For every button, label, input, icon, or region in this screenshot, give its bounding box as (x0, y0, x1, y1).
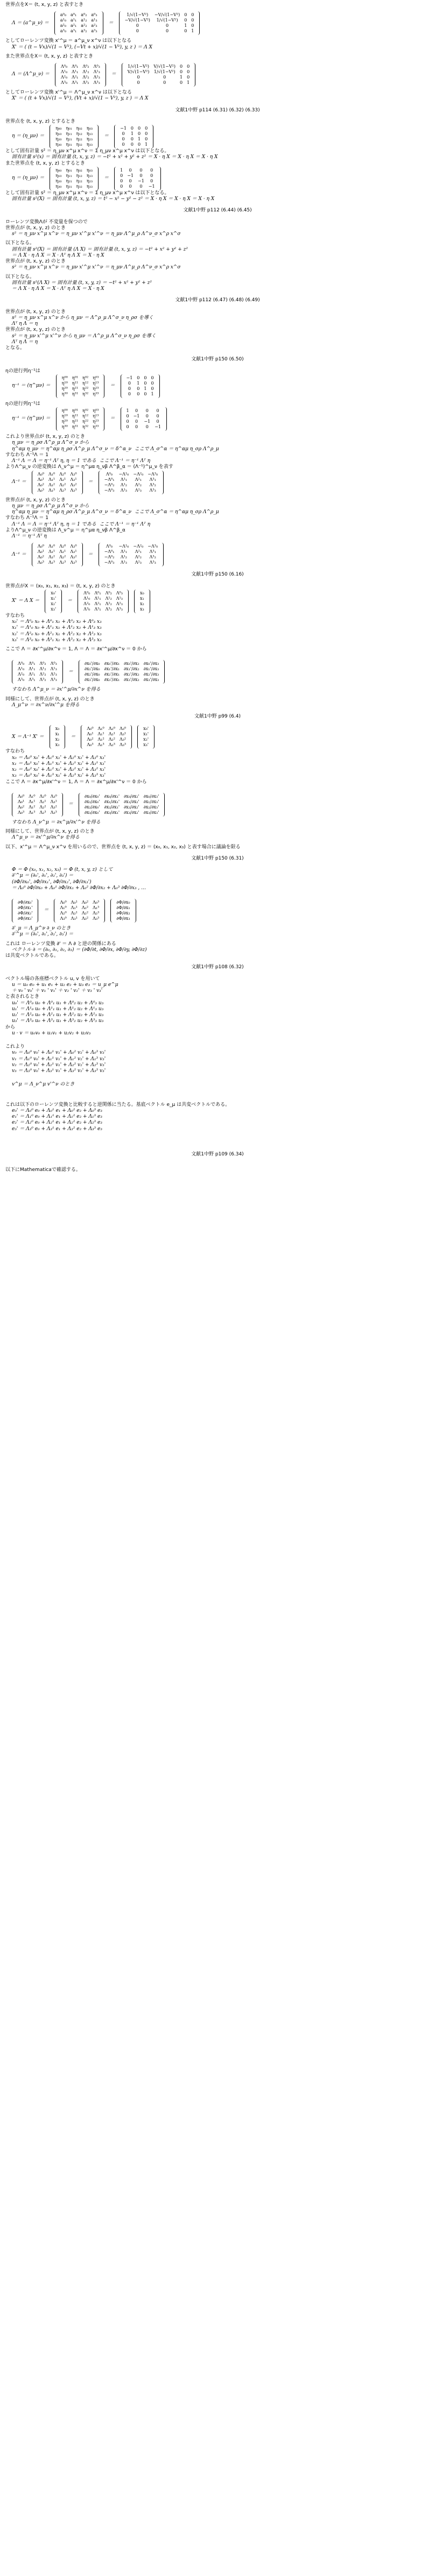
math-line: X' ＝ ( (t + Vx)/√(1 − V²), (Vt + x)/√(1 − V²), y, z ) ＝ Λ X (12, 96, 149, 102)
math-line: x₂' ＝ Λ²₀ x₀ + Λ²₁ x₁ + Λ²₂ x₂ + Λ²₃ x₃ (12, 631, 102, 637)
math-line: ＝ Λ₀⁰ ∂Φ/∂x₀ + Λ₀¹ ∂Φ/∂x₁ + Λ₀² ∂Φ/∂x₂ + Λ₀³ ∂Φ/∂x₃ , … (12, 885, 146, 891)
matrix-equation: Λ⁰₀ Λ⁰₁ Λ⁰₂ Λ⁰₃ Λ¹₀ Λ¹₁ Λ¹₂ Λ¹₃ Λ²₀ Λ²₁ Λ²₂ Λ²₃ Λ³₀ Λ³₁ Λ³₂ Λ³₃ ＝ ∂x₀'/∂x₀ ∂x₀'/∂x₁ ∂x₀'/∂x₂ ∂x₀'/∂x₃ ∂x₁'/∂x₀ ∂x₁'/∂x₁ ∂x₁'/∂x₂ ∂x₁'/∂x₃ ∂x₂'/∂x₀ ∂x₂'/∂x₁ ∂x₂'/∂x₂ ∂x₂'/∂x₃ ∂x₃'/∂x₀ ∂x₃'/∂x₁ ∂x₃'/∂x₂ ∂x₃'/∂x₃ (5, 660, 430, 684)
section-inverse-components (5, 725, 430, 862)
math-line: Λ^μ_ν ＝ ∂x'^μ/∂x^ν を得る (12, 835, 80, 841)
text-line: すなわち (5, 613, 25, 619)
text-line: ローレンツ変換Λが 不変量を保つので (5, 219, 88, 225)
vector: ∂Φ/∂x₀' ∂Φ/∂x₁' ∂Φ/∂x₂' ∂Φ/∂x₃' (12, 899, 38, 922)
math-line: u ＝ u₀ e₀ + u₁ e₁ + u₂ e₂ + u₃ e₃ ＝ u_μ e^μ (12, 982, 118, 988)
matrix-4x4: Λ₀⁰ Λ₁⁰ Λ₂⁰ Λ₃⁰ Λ₀¹ Λ₁¹ Λ₂¹ Λ₃¹ Λ₀² Λ₁² Λ₂² Λ₃² Λ₀³ Λ₁³ Λ₂³ Λ₃³ (81, 725, 132, 749)
matrix-lhs: Λ⁻¹ ＝ (12, 551, 26, 557)
section-transform-components (5, 584, 430, 720)
matrix-4x4: η⁰⁰ η⁰¹ η⁰² η⁰³ η¹⁰ η¹¹ η¹² η¹³ η²⁰ η²¹ η²² η²³ η³⁰ η³¹ η³² η³³ (56, 374, 105, 398)
math-line: ∂'_μ ＝ Λ_μ^ν ∂_ν のとき (12, 926, 71, 931)
matrix-lhs: X ＝ Λ⁻¹ X' ＝ (12, 734, 44, 740)
reference: 文献1中野 p99 (6.4) (194, 714, 241, 719)
math-line: ∂'^μ ＝ (∂₀', ∂₁', ∂₂', ∂₃') ＝ (12, 873, 74, 879)
math-line: Λ⁻¹ ＝ η⁻¹ Λᵀ η (12, 534, 47, 539)
math-line: x₀ ＝ Λ₀⁰ x₀' + Λ₁⁰ x₁' + Λ₂⁰ x₂' + Λ₃⁰ x₃' (12, 755, 106, 761)
matrix-4x4: η₀₀ η₀₁ η₀₂ η₀₃ η₁₀ η₁₁ η₁₂ η₁₃ η₂₀ η₂₁ η₂₂ η₂₃ η₃₀ η₃₁ η₃₂ η₃₃ (50, 167, 99, 190)
matrix-lhs: Λ ＝ (a^μ_ν) ＝ (12, 20, 49, 26)
math-line: X' ＝ ( (t − Vx)/√(1 − V²), (−Vt + x)/√(1 − V²), y, z ) ＝ Λ X (12, 44, 152, 50)
matrix-equation: Λ⁻¹ ＝ Λ₀⁰ Λ₁⁰ Λ₂⁰ Λ₃⁰ Λ₀¹ Λ₁¹ Λ₂¹ Λ₃¹ Λ₀² Λ₁² Λ₂² Λ₃² Λ₀³ Λ₁³ Λ₂³ Λ₃³ ＝ Λ⁰₀ −Λ¹₀ −Λ²₀ −Λ³₀ −Λ⁰₁ Λ¹₁ Λ²₁ Λ³₁ −Λ⁰₂ Λ¹₂ Λ²₂ Λ³₂ −Λ⁰₃ Λ¹₃ Λ²₃ Λ³₃ (5, 471, 430, 494)
text-line: は共変ベクトルである。 (5, 953, 59, 959)
math-line: Φ ＝ Φ (x₀, x₁, x₂, x₃) ＝ Φ (t, x, y, z) として (12, 867, 113, 872)
math-line: s² ＝ η_μν x'^μ x'^ν から η_μν ＝ Λ^ρ_μ Λ^σ_ν η_ρσ を導く (12, 333, 156, 339)
matrix-4x4: Λ⁰₀ Λ⁰₁ Λ⁰₂ Λ⁰₃ Λ¹₀ Λ¹₁ Λ¹₂ Λ¹₃ Λ²₀ Λ²₁ Λ²₂ Λ²₃ Λ³₀ Λ³₁ Λ³₂ Λ³₃ (55, 63, 106, 87)
matrix-equation: η ＝ (η_μν) ＝ η₀₀ η₀₁ η₀₂ η₀₃ η₁₀ η₁₁ η₁₂ η₁₃ η₂₀ η₂₁ η₂₂ η₂₃ η₃₀ η₃₁ η₃₂ η₃₃ ＝ −1 0 0 0 0 1 0 0 0 0 1 0 0 0 0 1 (5, 125, 430, 148)
section-inverse (5, 368, 430, 578)
matrix-equation: Λ⁻¹ ＝ Λ₀⁰ Λ₁⁰ Λ₂⁰ Λ₃⁰ Λ₀¹ Λ₁¹ Λ₂¹ Λ₃¹ Λ₀² Λ₁² Λ₂² Λ₃² Λ₀³ Λ₁³ Λ₂³ Λ₃³ ＝ Λ⁰₀ −Λ¹₀ −Λ²₀ −Λ³₀ −Λ⁰₁ Λ¹₁ Λ²₁ Λ³₁ −Λ⁰₂ Λ¹₂ Λ²₂ Λ³₂ −Λ⁰₃ Λ¹₃ Λ²₃ Λ³₃ (5, 543, 430, 566)
text-line: 以下となる。 (5, 274, 35, 280)
text-line: としてローレンツ変換 x'^μ ＝ a^μ_ν x^ν は以下となる (5, 38, 132, 44)
matrix-lhs: η ＝ (η_μν) ＝ (12, 133, 45, 139)
matrix-4x4: Λ⁰₀ Λ⁰₁ Λ⁰₂ Λ⁰₃ Λ¹₀ Λ¹₁ Λ¹₂ Λ¹₃ Λ²₀ Λ²₁ Λ²₂ Λ²₃ Λ³₀ Λ³₁ Λ³₂ Λ³₃ (78, 590, 129, 613)
reference: 文献1中野 p112 (6.47) (6.48) (6.49) (175, 297, 260, 303)
math-line: すなわち Λ_ν^μ ＝ ∂x^μ/∂x'^ν を得る (12, 819, 101, 825)
matrix-lhs: η⁻¹ ＝ (η^μν) ＝ (12, 416, 51, 422)
vector: x₀ x₁ x₂ x₃ (134, 590, 150, 613)
text-line: と表されるとき (5, 994, 40, 1000)
text-line: 世界点がX ＝ (x₀, x₁, x₂, x₃) ＝ (t, x, y, z) のとき (5, 583, 116, 589)
text-line: ηの逆行列η⁻¹は (5, 401, 40, 407)
section-metric-condition (5, 309, 430, 363)
matrix-4x4: Λ⁰₀ −Λ¹₀ −Λ²₀ −Λ³₀ −Λ⁰₁ Λ¹₁ Λ²₁ Λ³₁ −Λ⁰₂ Λ¹₂ Λ²₂ Λ³₂ −Λ⁰₃ Λ¹₃ Λ²₃ Λ³₃ (99, 471, 164, 494)
math-line: x₀' ＝ Λ⁰₀ x₀ + Λ⁰₁ x₁ + Λ⁰₂ x₂ + Λ⁰₃ x₃ (12, 619, 102, 625)
matrix-4x4: −1 0 0 0 0 1 0 0 0 0 1 0 0 0 0 1 (114, 125, 153, 148)
matrix-4x4: Λ⁰₀ Λ⁰₁ Λ⁰₂ Λ⁰₃ Λ¹₀ Λ¹₁ Λ¹₂ Λ¹₃ Λ²₀ Λ²₁ Λ²₂ Λ²₃ Λ³₀ Λ³₁ Λ³₂ Λ³₃ (12, 660, 63, 684)
math-line: 固有計量 s²(Λ X) ＝ 固有計量 (t, x, y, z) ＝ −t² + x² + y² + z² (12, 280, 152, 286)
math-line: ベクトル ∂ ＝ (∂₀, ∂₁, ∂₂, ∂₃) ＝ (∂Φ/∂t, ∂Φ/∂x, ∂Φ/∂y, ∂Φ/∂z) (12, 947, 147, 953)
text-line: ηの逆行列η⁻¹は (5, 368, 40, 374)
text-line: 以下となる。 (5, 240, 35, 246)
text-line: 世界点が (t, x, y, z) のとき (5, 497, 66, 503)
text-line: ここで Λ ＝ ∂x'^μ/∂x^ν ＝ 1, Λ ＝ Λ ＝ ∂x'^μ/∂x^ν ＝ 0 から (5, 647, 147, 652)
matrix-4x4: a⁰₀ a⁰₁ a⁰₂ a⁰₃ a¹₀ a¹₁ a¹₂ a¹₃ a²₀ a²₁ a²₂ a²₃ a³₀ a³₁ a³₂ a³₃ (54, 11, 103, 35)
matrix-4x4: η⁰⁰ η⁰¹ η⁰² η⁰³ η¹⁰ η¹¹ η¹² η¹³ η²⁰ η²¹ η²² η²³ η³⁰ η³¹ η³² η³³ (56, 407, 105, 431)
text-line: すなわち (5, 749, 25, 755)
text-line: 世界点が (t, x, y, z) のとき (5, 259, 66, 264)
section-metric (5, 119, 430, 214)
reference: 文献1中野 p112 (6.44) (6.45) (183, 208, 252, 214)
math-line: ＝ Λ X · η Λ X ＝ X · Λᵀ η Λ X ＝ X · η X (12, 286, 104, 292)
math-line: v₃ ＝ Λ₃⁰ v₀' + Λ₃¹ v₁' + Λ₃² v₂' + Λ₃³ v₃' (12, 1068, 106, 1074)
matrix-4x4: Λ₀⁰ Λ₁⁰ Λ₂⁰ Λ₃⁰ Λ₀¹ Λ₁¹ Λ₂¹ Λ₃¹ Λ₀² Λ₁² Λ₂² Λ₃² Λ₀³ Λ₁³ Λ₂³ Λ₃³ (32, 543, 83, 566)
text-line: から (5, 1024, 16, 1030)
text-line: これより (5, 1044, 25, 1049)
math-line: v₁ ＝ Λ₁⁰ v₀' + Λ₁¹ v₁' + Λ₁² v₂' + Λ₁³ v₃' (12, 1056, 106, 1062)
math-line: x₃' ＝ Λ³₀ x₀ + Λ³₁ x₁ + Λ³₂ x₂ + Λ³₃ x₃ (12, 637, 102, 643)
matrix-equation: Λ₀⁰ Λ₁⁰ Λ₂⁰ Λ₃⁰ Λ₀¹ Λ₁¹ Λ₂¹ Λ₃¹ Λ₀² Λ₁² Λ₂² Λ₃² Λ₀³ Λ₁³ Λ₂³ Λ₃³ ＝ ∂x₀/∂x₀' ∂x₀/∂x₁' ∂x₀/∂x₂' ∂x₀/∂x₃' ∂x₁/∂x₀' ∂x₁/∂x₁' ∂x₁/∂x₂' ∂x₁/∂x₃' ∂x₂/∂x₀' ∂x₂/∂x₁' ∂x₂/∂x₂' ∂x₂/∂x₃' ∂x₃/∂x₀' ∂x₃/∂x₁' ∂x₃/∂x₂' ∂x₃/∂x₃' (5, 793, 430, 817)
math-line: v₂ ＝ Λ₂⁰ v₀' + Λ₂¹ v₁' + Λ₂² v₂' + Λ₂³ v₃' (12, 1062, 106, 1068)
reference: 文献1中野 p114 (6.31) (6.32) (6.33) (175, 107, 260, 113)
text-line: 世界点をX＝ (t, x, y, z) と表すとき (5, 2, 83, 8)
matrix-lhs: Λ⁻¹ ＝ (12, 479, 26, 485)
matrix-equation: η ＝ (η_μν) ＝ η₀₀ η₀₁ η₀₂ η₀₃ η₁₀ η₁₁ η₁₂ η₁₃ η₂₀ η₂₁ η₂₂ η₂₃ η₃₀ η₃₁ η₃₂ η₃₃ ＝ 1 0 0 0 0 −1 0 0 0 0 −1 0 0 0 0 −1 (5, 167, 430, 190)
math-line: x₃ ＝ Λ₀³ x₀' + Λ₁³ x₁' + Λ₂³ x₂' + Λ₃³ x₃' (12, 773, 106, 779)
matrix-equation: Λ ＝ (Λ^μ_ν) ＝ Λ⁰₀ Λ⁰₁ Λ⁰₂ Λ⁰₃ Λ¹₀ Λ¹₁ Λ¹₂ Λ¹₃ Λ²₀ Λ²₁ Λ²₂ Λ²₃ Λ³₀ Λ³₁ Λ³₂ Λ³₃ ＝ 1/√(1−V²) V/√(1−V²) 0 0 V/√(1−V²) 1/√(1−V²) 0 0 0 0 1 0 0 0 0 1 (5, 63, 430, 87)
reference: 文献1中野 p150 (6.31) (191, 855, 244, 861)
math-line: s² ＝ η_μν x^μ x^ν から η_μν ＝ Λ^ρ_μ Λ^σ_ν η_ρσ を導く (12, 315, 153, 321)
matrix-equation: ∂Φ/∂x₀' ∂Φ/∂x₁' ∂Φ/∂x₂' ∂Φ/∂x₃' ＝ Λ₀⁰ Λ₀¹ Λ₀² Λ₀³ Λ₁⁰ Λ₁¹ Λ₁² Λ₁³ Λ₂⁰ Λ₂¹ Λ₂² Λ₂³ Λ₃⁰ Λ₃¹ Λ₃² Λ₃³ ∂Φ/∂x₀ ∂Φ/∂x₁ ∂Φ/∂x₂ ∂Φ/∂x₃ (5, 899, 430, 922)
math-line: s² ＝ η_μν x^μ x^ν ＝ η_μν x'^μ x'^ν ＝ η_μν Λ^μ_ρ Λ^ν_σ x^ρ x^σ (12, 231, 181, 237)
text-line: すなわち Λ⁻¹Λ ＝ 1 (5, 452, 48, 458)
matrix-4x4: 1 0 0 0 0 −1 0 0 0 0 −1 0 0 0 0 −1 (114, 167, 160, 190)
jacobian-matrix: ∂x₀/∂x₀' ∂x₀/∂x₁' ∂x₀/∂x₂' ∂x₀/∂x₃' ∂x₁/∂x₀' ∂x₁/∂x₁' ∂x₁/∂x₂' ∂x₁/∂x₃' ∂x₂/∂x₀' ∂x₂/∂x₁' ∂x₂/∂x₂' ∂x₂/∂x₃' ∂x₃/∂x₀' ∂x₃/∂x₁' ∂x₃/∂x₂' ∂x₃/∂x₃' (79, 793, 165, 817)
section-invariance (5, 219, 430, 304)
text-line: 世界点が (t, x, y, z) のとき (5, 225, 66, 231)
text-line: よりΛ^μ_ν の逆変換は Λ_ν^μ ＝ η^μα η_νβ Λ^β_α (5, 527, 125, 533)
math-line: e₁' ＝ Λ₁⁰ e₀ + Λ₁¹ e₁ + Λ₁² e₂ + Λ₁³ e₃ (12, 1114, 102, 1119)
text-line: 世界点を (t, x, y, z) とするとき (5, 118, 75, 124)
matrix-4x4: 1 0 0 0 0 −1 0 0 0 0 −1 0 0 0 0 −1 (121, 407, 167, 431)
text-line: 世界点が (t, x, y, z) のとき (5, 327, 66, 333)
text-line: 以下、x'^μ ＝ Λ^μ_ν x^ν を用いるので、世界点を (t, x, y, z) ＝ (x₀, x₁, x₂, x₃) と表す場合に議論を限る (5, 844, 241, 850)
text-line: としてローレンツ変換 x'^μ ＝ Λ^μ_ν x^ν は以下となる (5, 90, 132, 95)
math-line: ＝ Λ X · η Λ X ＝ X · Λᵀ η Λ X ＝ X · η X (12, 252, 104, 258)
matrix-4x4: Λ₀⁰ Λ₁⁰ Λ₂⁰ Λ₃⁰ Λ₀¹ Λ₁¹ Λ₂¹ Λ₃¹ Λ₀² Λ₁² Λ₂² Λ₃² Λ₀³ Λ₁³ Λ₂³ Λ₃³ (32, 471, 83, 494)
matrix-4x4: 1/√(1−V²) V/√(1−V²) 0 0 V/√(1−V²) 1/√(1−V²) 0 0 0 0 1 0 0 0 0 1 (122, 63, 195, 87)
matrix-4x4: Λ₀⁰ Λ₀¹ Λ₀² Λ₀³ Λ₁⁰ Λ₁¹ Λ₁² Λ₁³ Λ₂⁰ Λ₂¹ Λ₂² Λ₂³ Λ₃⁰ Λ₃¹ Λ₃² Λ₃³ (54, 899, 105, 922)
matrix-equation: Λ ＝ (a^μ_ν) ＝ a⁰₀ a⁰₁ a⁰₂ a⁰₃ a¹₀ a¹₁ a¹₂ a¹₃ a²₀ a²₁ a²₂ a²₃ a³₀ a³₁ a³₂ a³₃ ＝ 1/√(1−V²) −V/√(1−V²) 0 0 −V/√(1−V²) 1/√(1−V²) 0 0 0 0 1 0 0 0 0 1 (5, 11, 430, 35)
reference: 文献1中野 p150 (6.50) (191, 357, 244, 363)
text-line: 世界点が (t, x, y, z) のとき (5, 309, 66, 315)
math-line: Λᵀ η Λ ＝ η (12, 339, 38, 345)
matrix-equation: X' ＝ Λ X ＝ x₀' x₁' x₂' x₃' ＝ Λ⁰₀ Λ⁰₁ Λ⁰₂ Λ⁰₃ Λ¹₀ Λ¹₁ Λ¹₂ Λ¹₃ Λ²₀ Λ²₁ Λ²₂ Λ²₃ Λ³₀ Λ³₁ Λ³₂ Λ³₃ x₀ x₁ x₂ x₃ (5, 590, 430, 613)
math-line: e₀' ＝ Λ₀⁰ e₀ + Λ₀¹ e₁ + Λ₀² e₂ + Λ₀³ e₃ (12, 1108, 102, 1113)
section-basis-vectors (5, 976, 430, 1158)
vector: x₀ x₁ x₂ x₃ (50, 725, 66, 749)
jacobian-matrix: ∂x₀'/∂x₀ ∂x₀'/∂x₁ ∂x₀'/∂x₂ ∂x₀'/∂x₃ ∂x₁'/∂x₀ ∂x₁'/∂x₁ ∂x₁'/∂x₂ ∂x₁'/∂x₃ ∂x₂'/∂x₀ ∂x₂'/∂x₁ ∂x₂'/∂x₂ ∂x₂'/∂x₃ ∂x₃'/∂x₀ ∂x₃'/∂x₁ ∂x₃'/∂x₂ ∂x₃'/∂x₃ (79, 660, 165, 684)
math-line: u · v ＝ u₀v₀ + u₁v₁ + u₂v₂ + u₃v₃ (12, 1030, 91, 1036)
vector: x₀' x₁' x₂' x₃' (137, 725, 155, 749)
math-line: u₀' ＝ Λ⁰₀ u₀ + Λ⁰₁ u₁ + Λ⁰₂ u₂ + Λ⁰₃ u₃ (12, 1000, 104, 1006)
math-line: x₂ ＝ Λ₀² x₀' + Λ₁² x₁' + Λ₂² x₂' + Λ₃² x₃' (12, 767, 106, 772)
math-line: v₀ ＝ Λ₀⁰ v₀' + Λ₀¹ v₁' + Λ₀² v₂' + Λ₀³ v₃' (12, 1050, 106, 1056)
reference: 文献1中野 p109 (6.34) (191, 1151, 244, 1157)
text-line: また世界点をX＝ (t, x, y, z) と表すとき (5, 53, 93, 59)
text-line: ベクトル場の各座標ベクトル u, v を用いて (5, 976, 100, 982)
matrix-4x4: −1 0 0 0 0 1 0 0 0 0 1 0 0 0 0 1 (121, 374, 160, 398)
math-line: 固有計量 s²(x) ＝ 固有計量 (t, x, y, z) ＝ −t² + x² + y² + z² ＝ X · η X ＝ X · η X ＝ X · η X (12, 154, 218, 160)
matrix-lhs: η ＝ (η_μν) ＝ (12, 175, 45, 181)
text-line: よりΛ^μ_ν の逆変換は Λ_ν^μ ＝ η^μα η_νβ Λ^β_α ＝ (Λ⁻¹)^μ_ν を表す (5, 464, 173, 470)
section-lorentz-transform (5, 2, 430, 113)
math-line: x₁ ＝ Λ₀¹ x₀' + Λ₁¹ x₁' + Λ₂¹ x₂' + Λ₃¹ x₃' (12, 761, 106, 767)
section-covariant-derivative (5, 867, 430, 971)
matrix-4x4: Λ⁰₀ −Λ¹₀ −Λ²₀ −Λ³₀ −Λ⁰₁ Λ¹₁ Λ²₁ Λ³₁ −Λ⁰₂ Λ¹₂ Λ²₂ Λ³₂ −Λ⁰₃ Λ¹₃ Λ²₃ Λ³₃ (99, 543, 164, 566)
math-line: x₁' ＝ Λ¹₀ x₀ + Λ¹₁ x₁ + Λ¹₂ x₂ + Λ¹₃ x₃ (12, 625, 102, 631)
matrix-lhs: η⁻¹ ＝ (η^μν) ＝ (12, 383, 51, 389)
math-line: Λ_μ^ν ＝ ∂x^ν/∂x'^μ を得る (12, 702, 80, 708)
math-line: η^αμ η_μν ＝ η^αμ η_ρσ Λ^ρ_μ Λ^σ_ν ＝ δ^α_ν ここで Λ_σ^α ＝ η^αμ η_σρ Λ^ρ_μ (12, 446, 219, 452)
text-line: すなわち Λ⁻¹Λ ＝ 1 (5, 515, 48, 521)
text-line: また世界点を (t, x, y, z) とするとき (5, 160, 85, 166)
matrix-4x4: η₀₀ η₀₁ η₀₂ η₀₃ η₁₀ η₁₁ η₁₂ η₁₃ η₂₀ η₂₁ η₂₂ η₂₃ η₃₀ η₃₁ η₃₂ η₃₃ (50, 125, 99, 148)
math-line: u₂' ＝ Λ²₀ u₀ + Λ²₁ u₁ + Λ²₂ u₂ + Λ²₃ u₃ (12, 1012, 104, 1018)
matrix-4x4: 1/√(1−V²) −V/√(1−V²) 0 0 −V/√(1−V²) 1/√(1−V²) 0 0 0 0 1 0 0 0 0 1 (119, 11, 200, 35)
text-line: ここで Λ ＝ ∂x^μ/∂x'^ν ＝ 1, Λ ＝ Λ ＝ ∂x^μ/∂x'^ν ＝ 0 から (5, 779, 147, 785)
text-line: として固有計量 s² ＝ η_μν x^μ x^ν ＝ Σ η_μν x^μ x^ν は以下となる。 (5, 148, 170, 154)
math-line: v^μ ＝ Λ_ν^μ v'^ν のとき (12, 1082, 75, 1088)
math-line: ＋ v₀ ' v₀' ＋ v₁ ' v₁' ＋ v₂ ' v₂' ＋ v₃ ' v₃' (12, 988, 103, 994)
text-line: これは以下のローレンツ変換と比較すると逆関係に当たる。基底ベクトル e_μ は共変ベクトルである。 (5, 1102, 230, 1108)
math-line: ∂'^μ ＝ (∂₀', ∂₁', ∂₂', ∂₃') ＝ (12, 932, 74, 938)
text-line: となる。 (5, 345, 25, 351)
math-line: η^αμ η_μν ＝ η^αμ η_ρσ Λ^ρ_μ Λ^σ_ν ＝ δ^α_ν ここで Λ_σ^α ＝ η^αμ η_σρ Λ^ρ_μ (12, 509, 219, 515)
math-line: 固有計量 s²(X) ＝ 固有計量 (Λ X) ＝ 固有計量 (t, x, y, z) ＝ −t² + x² + y² + z² (12, 246, 188, 252)
matrix-4x4: Λ₀⁰ Λ₁⁰ Λ₂⁰ Λ₃⁰ Λ₀¹ Λ₁¹ Λ₂¹ Λ₃¹ Λ₀² Λ₁² Λ₂² Λ₃² Λ₀³ Λ₁³ Λ₂³ Λ₃³ (12, 793, 63, 817)
math-line: e₃' ＝ Λ₃⁰ e₀ + Λ₃¹ e₁ + Λ₃² e₂ + Λ₃³ e₃ (12, 1126, 102, 1132)
text-line: これは ローレンツ変換 ∂' ＝ Λ ∂ と逆の関係にある (5, 941, 116, 947)
math-line: Λᵀ η Λ ＝ η (12, 321, 38, 327)
matrix-equation: X ＝ Λ⁻¹ X' ＝ x₀ x₁ x₂ x₃ ＝ Λ₀⁰ Λ₁⁰ Λ₂⁰ Λ₃⁰ Λ₀¹ Λ₁¹ Λ₂¹ Λ₃¹ Λ₀² Λ₁² Λ₂² Λ₃² Λ₀³ Λ₁³ Λ₂³ Λ₃³ x₀' x₁' x₂' x₃' (5, 725, 430, 749)
math-line: η_μν ＝ η_ρσ Λ^ρ_μ Λ^σ_ν から (12, 503, 89, 509)
math-line: すなわち Λ^μ_ν ＝ ∂x'^μ/∂x^ν を得る (12, 687, 101, 693)
text-line: 同様にして、世界点が (t, x, y, z) のとき (5, 829, 95, 834)
math-line: Λ⁻¹ Λ ＝ Λ ＝ η⁻¹ Λᵀ η, η ＝ 1 である ここで Λ⁻¹ ＝ η⁻¹ Λᵀ η (12, 521, 151, 527)
math-line: s² ＝ η_μν x^μ x^ν ＝ η_μν x'^μ x'^ν ＝ η_μν Λ^μ_ρ Λ^ν_σ x^ρ x^σ (12, 265, 181, 271)
text-line: これより世界点が (t, x, y, z) のとき (5, 434, 85, 439)
math-line: u₁' ＝ Λ¹₀ u₀ + Λ¹₁ u₁ + Λ¹₂ u₂ + Λ¹₃ u₃ (12, 1006, 104, 1012)
reference: 文献1中野 p108 (6.32) (191, 964, 244, 970)
matrix-lhs: Λ ＝ (Λ^μ_ν) ＝ (12, 72, 50, 77)
matrix-lhs: X' ＝ Λ X ＝ (12, 598, 40, 604)
math-line: Λ⁻¹ Λ ＝ Λ ＝ η⁻¹ Λᵀ η, η ＝ 1 である ここで Λ⁻¹ ＝ η⁻¹ Λᵀ η (12, 458, 151, 464)
math-line: e₂' ＝ Λ₂⁰ e₀ + Λ₂¹ e₁ + Λ₂² e₂ + Λ₂³ e₃ (12, 1120, 102, 1126)
math-line: 固有計量 s²(X) ＝ 固有計量 (t, x, y, z) ＝ t² − x² − y² − z² ＝ X · η X ＝ X · η X ＝ X · η X (12, 196, 215, 202)
math-line: η_μν ＝ η_ρσ Λ^ρ_μ Λ^σ_ν から (12, 440, 89, 446)
math-line: (∂Φ/∂x₀', ∂Φ/∂x₁', ∂Φ/∂x₂', ∂Φ/∂x₃') (12, 879, 92, 885)
footer-note: 以下にMathematicaで確認する。 (5, 1167, 81, 1173)
matrix-equation: η⁻¹ ＝ (η^μν) ＝ η⁰⁰ η⁰¹ η⁰² η⁰³ η¹⁰ η¹¹ η¹² η¹³ η²⁰ η²¹ η²² η²³ η³⁰ η³¹ η³² η³³ ＝ 1 0 0 0 0 −1 0 0 0 0 −1 0 0 0 0 −1 (5, 407, 430, 431)
matrix-equation: η⁻¹ ＝ (η^μν) ＝ η⁰⁰ η⁰¹ η⁰² η⁰³ η¹⁰ η¹¹ η¹² η¹³ η²⁰ η²¹ η²² η²³ η³⁰ η³¹ η³² η³³ ＝ −1 0 0 0 0 1 0 0 0 0 1 0 0 0 0 1 (5, 374, 430, 398)
reference: 文献1中野 p150 (6.16) (191, 572, 244, 578)
math-line: u₃' ＝ Λ³₀ u₀ + Λ³₁ u₁ + Λ³₂ u₂ + Λ³₃ u₃ (12, 1018, 104, 1024)
vector: ∂Φ/∂x₀ ∂Φ/∂x₁ ∂Φ/∂x₂ ∂Φ/∂x₃ (110, 899, 136, 922)
text-line: 同様にして、世界点が (t, x, y, z) のとき (5, 696, 95, 702)
vector: x₀' x₁' x₂' x₃' (45, 590, 62, 613)
text-line: として固有計量 s² ＝ η_μν x^μ x^ν ＝ Σ η_μν x^μ x^ν は以下となる。 (5, 190, 170, 196)
